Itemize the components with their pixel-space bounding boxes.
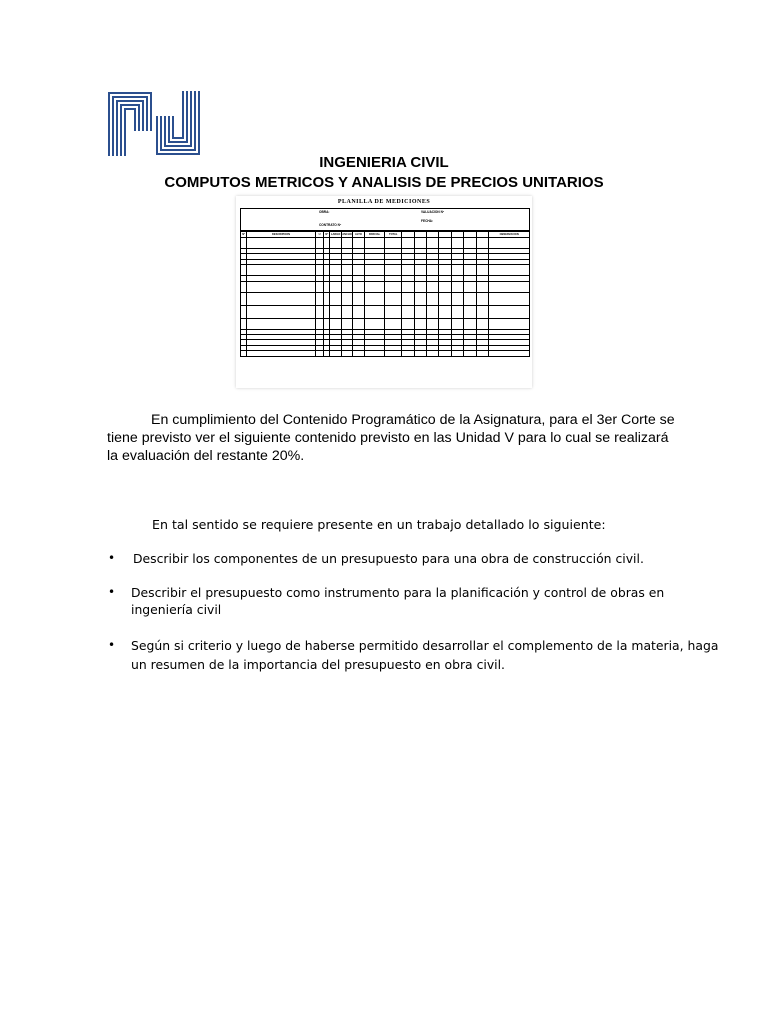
column-header: TOTAL <box>385 231 402 238</box>
column-header: Nº <box>325 232 329 236</box>
bullet-text: ingeniería civil <box>131 602 222 617</box>
table-row <box>241 265 530 276</box>
bullet-text: un resumen de la importancia del presupuesto en obra civil. <box>131 657 505 672</box>
table-row <box>241 305 530 318</box>
column-header <box>476 231 488 238</box>
column-header <box>414 231 426 238</box>
table-row <box>241 238 530 249</box>
column-header: Nº <box>242 232 246 236</box>
paragraph-line: En cumplimiento del Contenido Programático de la Asignatura, para el 3er Corte se <box>151 412 675 428</box>
course-subtitle: COMPUTOS METRICOS Y ANALISIS DE PRECIOS UNITARIOS <box>164 174 604 191</box>
column-header: ANCHO <box>342 232 352 236</box>
column-header: U <box>315 231 323 238</box>
sheet-title: PLANILLA DE MEDICIONES <box>337 199 431 205</box>
valuacion-label: VALUACION Nº <box>421 210 445 214</box>
bullet-icon: • <box>108 638 116 652</box>
table-row <box>241 292 530 305</box>
institution-logo <box>107 91 201 156</box>
column-header <box>464 231 476 238</box>
table-row <box>241 351 530 356</box>
column-header: ALTO <box>353 231 364 238</box>
paragraph-line: la evaluación del restante 20%. <box>107 448 305 464</box>
column-header <box>451 231 463 238</box>
paragraph-line: tiene previsto ver el siguiente contenido previsto en las Unidad V para lo cual se realizará <box>107 430 669 446</box>
table-row <box>241 281 530 292</box>
measurement-table <box>240 230 530 357</box>
table-row <box>241 318 530 329</box>
measurement-sheet-image <box>236 196 532 388</box>
column-header: OBSERVACION <box>489 231 530 238</box>
column-header <box>402 231 414 238</box>
column-header <box>427 231 439 238</box>
requirement-statement: En tal sentido se requiere presente en un trabajo detallado lo siguiente: <box>152 517 606 532</box>
contrato-label: CONTRATO Nº <box>319 223 342 227</box>
bullet-text: Describir los componentes de un presupuesto para una obra de construcción civil. <box>133 551 644 566</box>
column-header: DESCRIPCION <box>247 231 316 238</box>
bullet-icon: • <box>108 585 116 599</box>
column-header: LARGO <box>330 232 341 236</box>
obra-label: OBRA: <box>319 210 330 214</box>
bullet-text: Describir el presupuesto como instrumento para la planificación y control de obras en <box>131 585 665 600</box>
column-header <box>439 231 451 238</box>
intro-paragraph <box>107 411 675 465</box>
column-header: PARCIAL <box>364 231 385 238</box>
table-header-row <box>241 231 530 238</box>
bullet-icon: • <box>108 551 116 565</box>
fecha-label: FECHA: <box>421 219 434 223</box>
bullet-text: Según si criterio y luego de haberse permitido desarrollar el complemento de la materia, haga <box>131 638 719 653</box>
sheet-header-box <box>240 208 530 232</box>
course-title: INGENIERIA CIVIL <box>319 154 449 171</box>
